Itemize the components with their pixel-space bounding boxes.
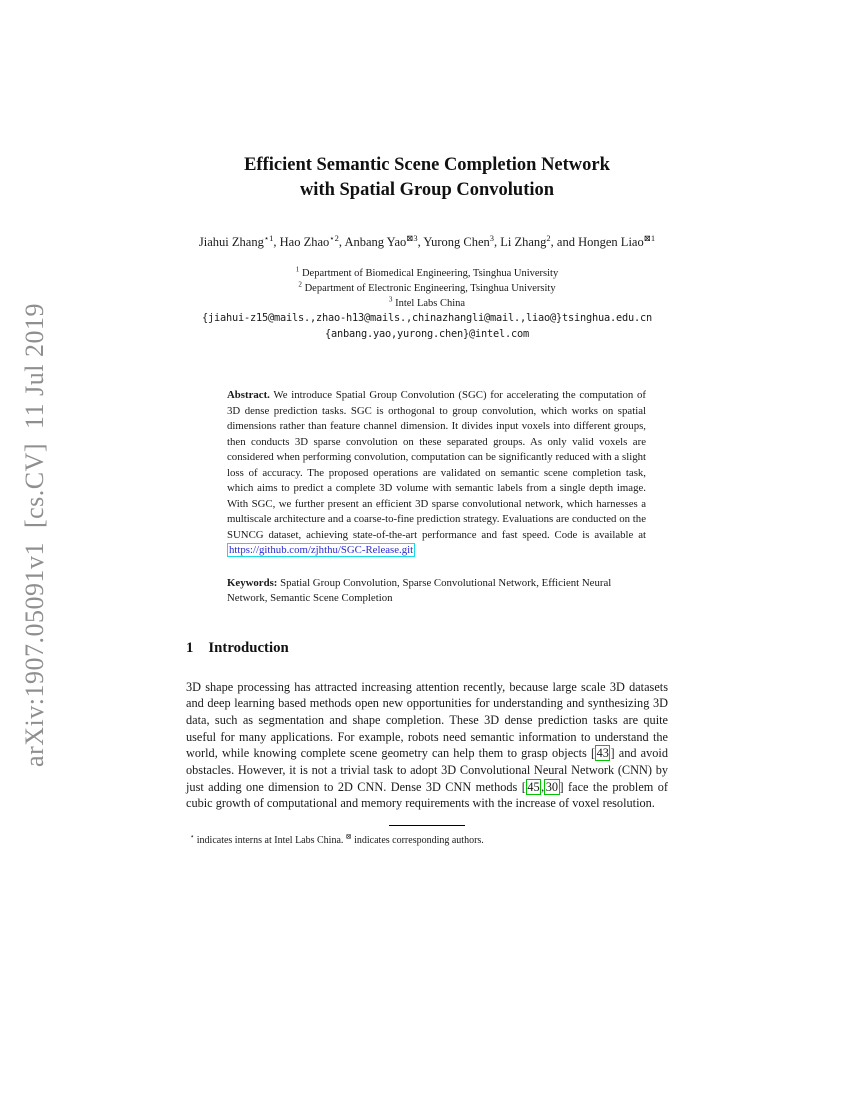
keywords-section: [227, 576, 646, 607]
footnote-symbol: ⋆: [190, 833, 195, 841]
author-affiliation-mark: ⋆1: [263, 232, 274, 243]
affiliation-line: $^2$ Department of Electronic Engineering, Tsinghua University: [298, 280, 556, 294]
paper-content-column: [186, 0, 668, 847]
author-affiliation-mark: 3: [489, 232, 494, 243]
intro-paragraph: 3D shape processing has attracted increasing attention recently, because large scale 3D datasets and deep learning based methods open new opportunities for understanding and synthesizing 3D data, such as segmentation and shape completion. These 3D dense prediction tasks are quite useful for many applications. For example, robots need semantic information to understand the world, while knowing complete scene geometry can help them to grasp objects [ 43 ] and avoid obstacles. However, it is not a trivial task to adopt 3D Convolutional Neural Network (CNN) by just adding one dimension to 2D CNN. Dense 3D CNN methods [ 45 , 30 ] face the problem of cubic growth of computational and memory requirements with the increase of voxel resolution.: [186, 679, 668, 811]
keywords-text: Spatial Group Convolution, Sparse Convolutional Network, Efficient Neural Network, Semantic Scene Completion: [227, 576, 612, 604]
abstract-body: We introduce Spatial Group Convolution (SGC) for accelerating the computation of 3D dense prediction tasks. SGC is orthogonal to group convolution, which works on spatial dimensions rather than feature channel dimension. It divides input voxels into different groups, then conducts 3D sparse convolution on these separated groups. As only valid voxels are considered when performing convolution, computation can be significantly reduced with a slight loss of accuracy. The proposed operations are validated on semantic scene completion task, which aims to predict a complete 3D volume with semantic labels from a single depth image. With SGC, we further present an efficient 3D sparse convolutional network, which harnesses a multiscale architecture and a coarse-to-fine prediction strategy. Evaluations are conducted on the SUNCG dataset, achieving state-of-the-art performance and fast speed. Code is available at: [227, 389, 646, 541]
author-affiliation-mark: ⊠3: [406, 232, 418, 243]
author-line: Jiahui Zhang$^{⋆1}$, Hao Zhao$^{⋆2}$, Anbang Yao$^{⊠3}$, Yurong Chen$^3$, Li Zhang$^2$, and Hongen Liao$^{⊠1}$: [198, 232, 656, 249]
author-name: Jiahui Zhang$^{⋆1}$: [198, 232, 274, 249]
email-lines: [186, 311, 668, 342]
footnote-symbol: ⊠: [345, 833, 352, 841]
affiliation-line: $^3$ Intel Labs China: [388, 295, 466, 309]
footnote: ⋆ indicates interns at Intel Labs China. ⊠ indicates corresponding authors.: [190, 833, 484, 847]
author-affiliation-mark: ⊠1: [643, 232, 656, 243]
author-affiliation-mark: ⋆2: [329, 232, 339, 243]
author-name: Hongen Liao$^{⊠1}$: [578, 232, 656, 249]
email-line: {anbang.yao,yurong.chen}@intel.com: [325, 327, 529, 340]
affiliation-number: 2: [298, 280, 302, 289]
arxiv-watermark: arXiv:1907.05091v1 [cs.CV] 11 Jul 2019: [20, 303, 49, 767]
abstract-section: [227, 388, 646, 559]
abstract-label: Abstract.: [227, 389, 270, 401]
section-number: 1: [186, 639, 194, 656]
author-affiliation-mark: 2: [546, 232, 551, 243]
citation-link[interactable]: 45: [527, 779, 540, 794]
affiliation-line: $^1$ Department of Biomedical Engineering, Tsinghua University: [295, 265, 559, 279]
author-name: Anbang Yao$^{⊠3}$: [344, 232, 418, 249]
paper-title-line2: with Spatial Group Convolution: [299, 180, 555, 200]
section-heading-introduction: [186, 640, 668, 657]
paper-title-line1: Efficient Semantic Scene Completion Network: [244, 155, 610, 175]
author-name: Hao Zhao$^{⋆2}$: [279, 232, 339, 249]
github-link[interactable]: https://github.com/zjhthu/SGC-Release.git: [229, 544, 414, 556]
author-name: Li Zhang$^2$: [500, 232, 551, 249]
footnote-rule: [389, 825, 465, 826]
email-line: {jiahui-z15@mails.,zhao-h13@mails.,chinazhangli@mail.,liao@}tsinghua.edu.cn: [202, 312, 652, 324]
affiliation-number: 1: [295, 265, 300, 274]
affiliation-number: 3: [388, 295, 393, 304]
citation-link[interactable]: 30: [545, 779, 559, 794]
citation-link[interactable]: 43: [596, 746, 609, 761]
author-name: Yurong Chen$^3$: [423, 232, 494, 249]
keywords-label: Keywords:: [227, 576, 278, 589]
affiliations: [186, 266, 668, 311]
section-title: Introduction: [208, 639, 289, 656]
paper-title: [186, 0, 668, 203]
